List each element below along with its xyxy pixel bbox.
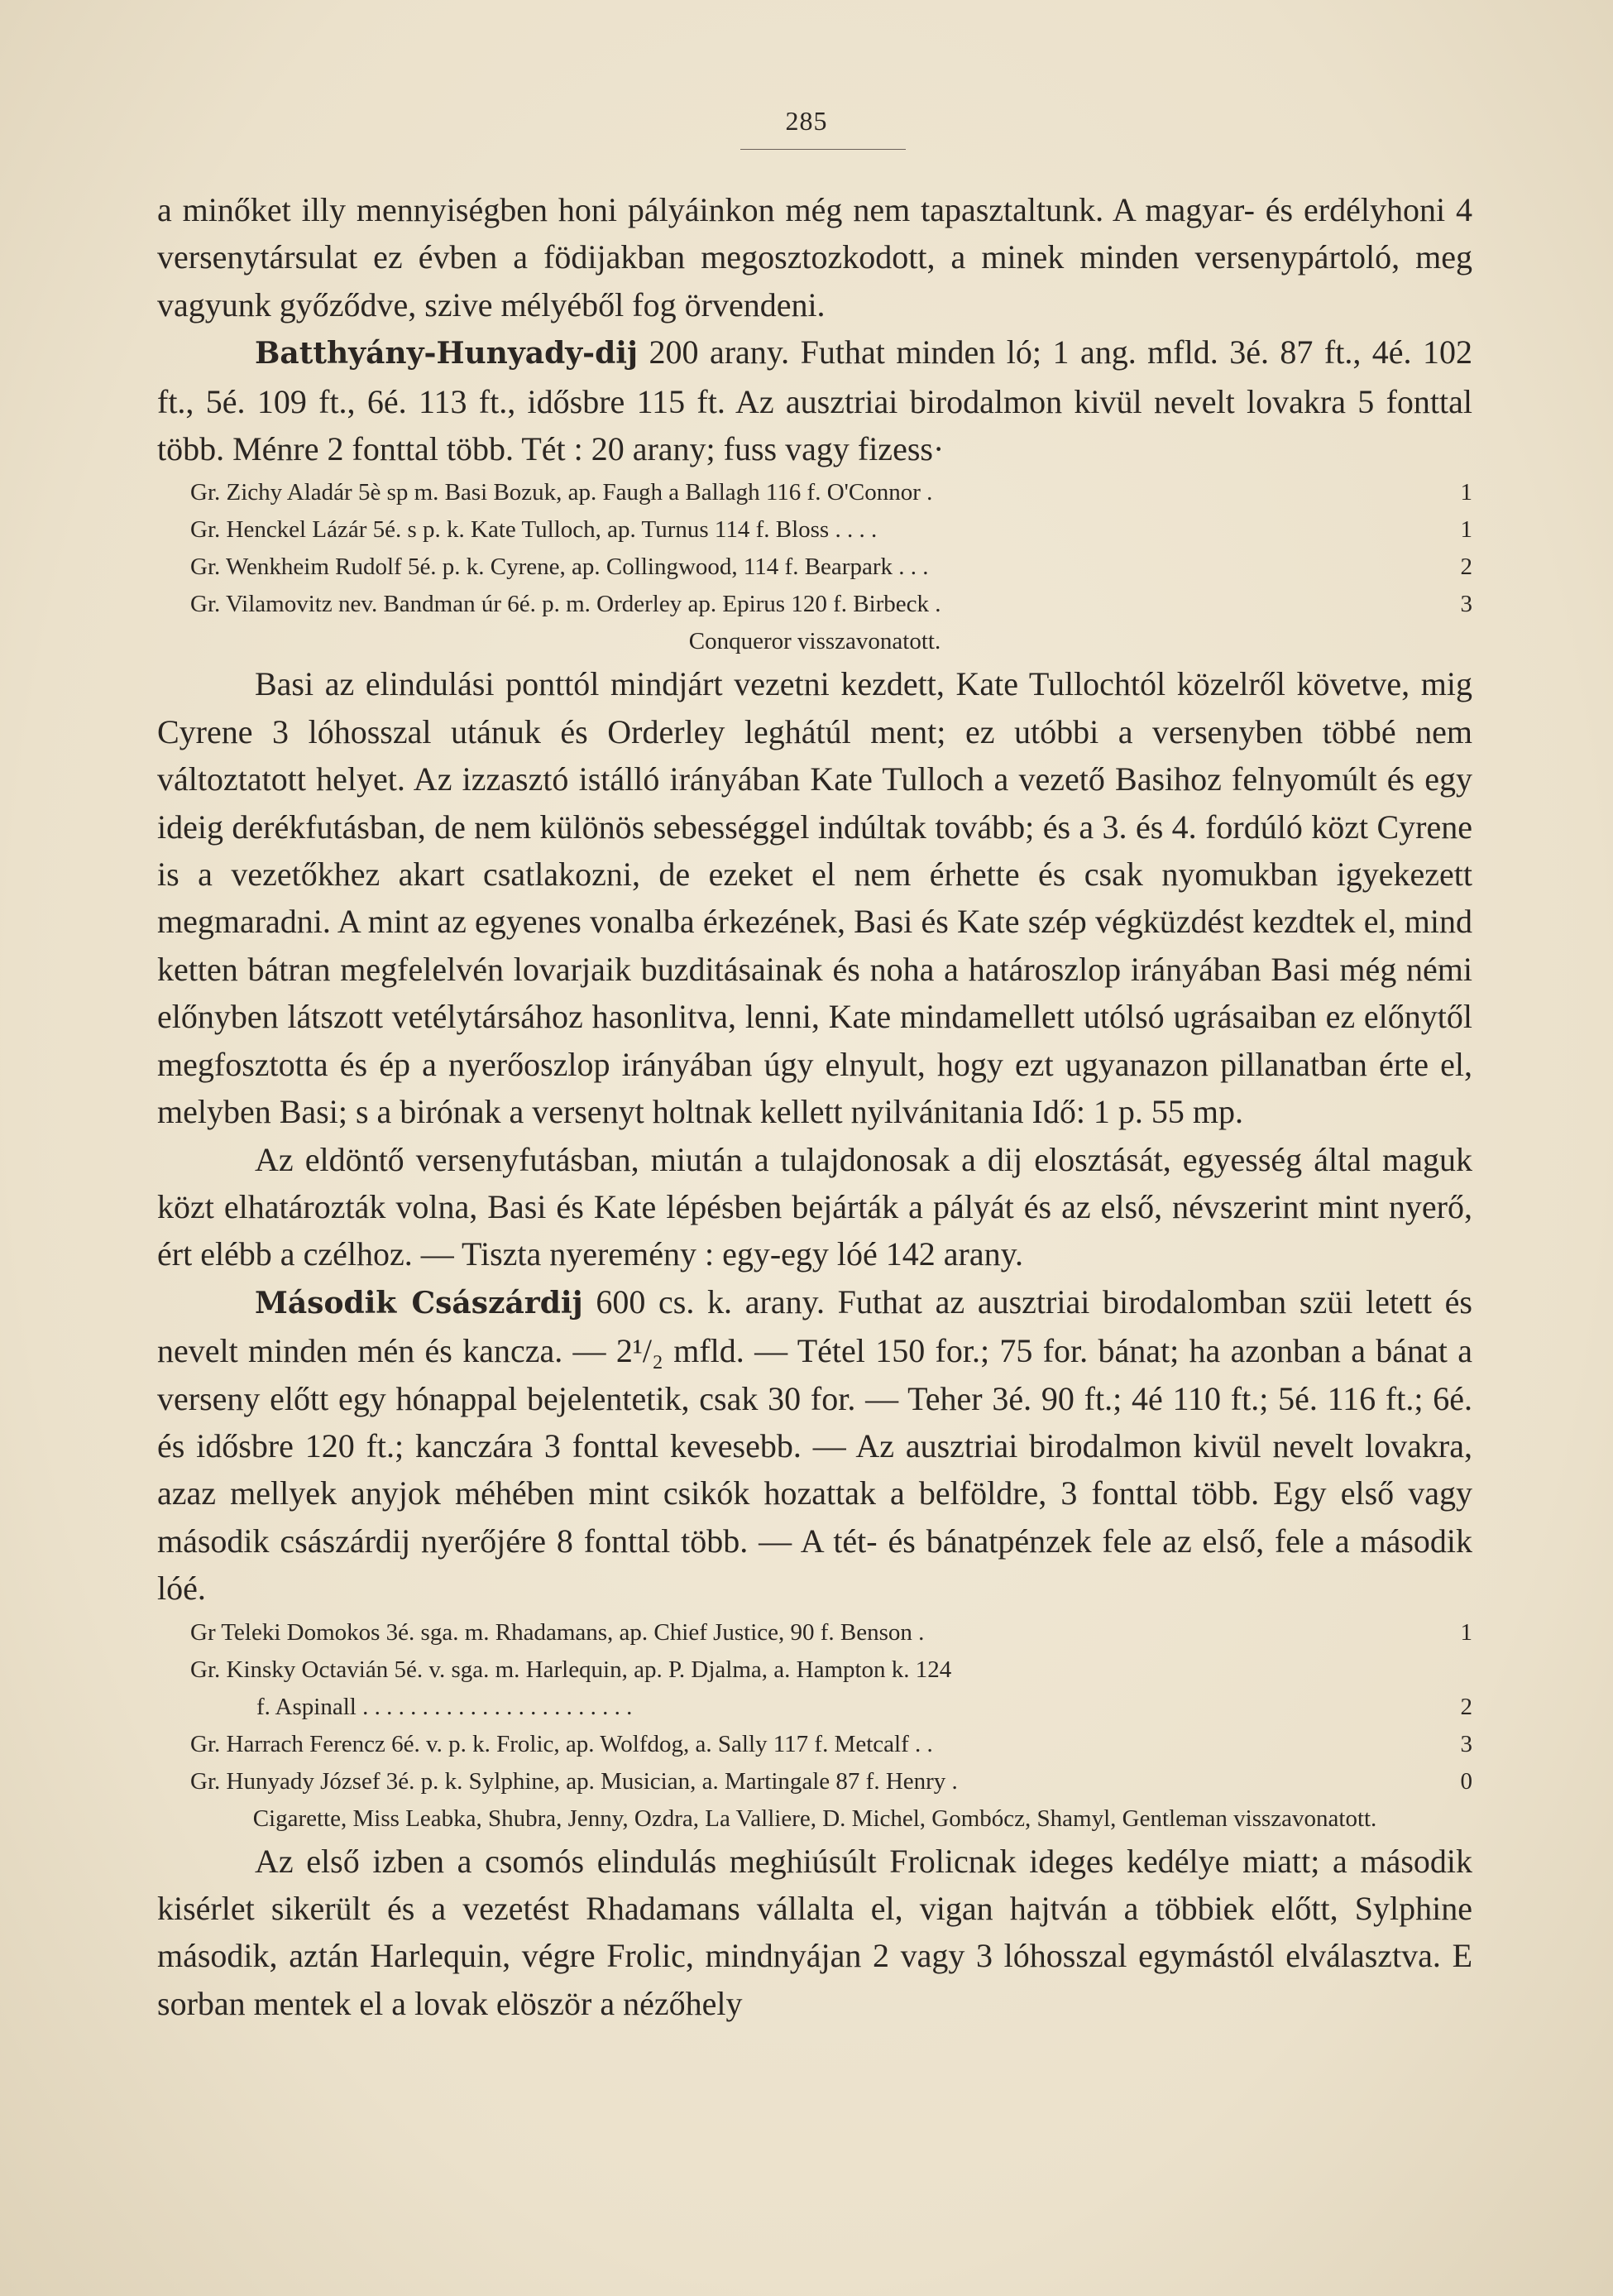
race2-entry-4: Gr. Hunyady József 3é. p. k. Sylphine, ap. Musician, a. Martingale 87 f. Henry . 0 [190,1767,1472,1795]
race2-entry-3: Gr. Harrach Ferencz 6é. v. p. k. Frolic, ap. Wolfdog, a. Sally 117 f. Metcalf . . 3 [190,1730,1472,1757]
race1-entry-3: Gr. Wenkheim Rudolf 5é. p. k. Cyrene, ap. Collingwood, 114 f. Bearpark . . . 2 [190,554,1472,581]
race2-heading [157,1278,1472,1613]
paragraph-race1-report: Basi az elindulási ponttól mindjárt vezetni kezdett, Kate Tullochtól közelről követve, mig Cyrene 3 lóhosszal utánuk és Orderley leghátúl ment; ez utóbbi a versenyben többé nem változtatott helyet. Az izzasztó istálló irányában Kate Tulloch a vezető Basihoz felnyomúlt és egy ideig derékfutásban, de nem különös sebességgel indúltak tovább; és a 3. és 4. fordúló közt Cyrene is a vezetőkhez akart csatlakozni, de ezeket el nem érhette és csak nyomukban igyekezett megmaradni. A mint az egyenes vonalba érkezének, Basi és Kate szép végküzdést kezdtek el, mind ketten bátran megfelelvén lovarjaik buzditásainak és noha a határoszlop irányában Basi még némi előnyben látszott vetélytársához hasonlitva, lenni, Kate mindamellett utólsó ugrásaiban ez előnytől megfosztotta és ép a nyerőoszlop irányában úgy elnyult, hogy ezt ugyanazon pillanatban érte el, melyben Basi; s a birónak a versenyt holtnak kellett nyilvánitania Idő: 1 p. 55 mp. [157,665,1472,1131]
race1-scratched: Conqueror visszavonatott. [688,628,941,655]
race2-entry-2: Gr. Kinsky Octavián 5é. v. sga. m. Harlequin, ap. P. Djalma, a. Hampton k. 124 [190,1656,952,1683]
paragraph-intro: a minőket illy mennyiségben honi pályáinkon még nem tapasztaltunk. A magyar- és erdélyhoni 4 versenytársulat ez évben a födijakban megosztozkodott, a minek minden versenypártoló, meg vagyunk győződve, szive mélyéből fog örvendeni. [157,191,1472,324]
race2-title: Második Császárdij [255,1285,583,1321]
paragraph-race2-report: Az első izben a csomós elindulás meghiúsúlt Frolicnak ideges kedélye miatt; a második kisérlet sikerült és a vezetést Rhadamans vállalta el, vigan hajtván a többiek előtt, Sylphine második, aztán Harlequin, végre Frolic, mindnyájan 2 vagy 3 lóhosszal egymástól elválasztva. E sorban mentek el a lovak elöször a nézőhely [157,1842,1472,2022]
race2-entry-1: Gr Teleki Domokos 3é. sga. m. Rhadamans, ap. Chief Justice, 90 f. Benson . 1 [190,1618,1472,1646]
race1-entry-1: Gr. Zichy Aladár 5è sp m. Basi Bozuk, ap. Faugh a Ballagh 116 f. O'Connor . 1 [190,479,1472,506]
race2-entry-2-continued: f. Aspinall . . . . . . . . . . . . . . . . . . . . . . . 2 [256,1693,1472,1720]
race2-scratched: Cigarette, Miss Leabka, Shubra, Jenny, Ozdra, La Valliere, D. Michel, Gombócz, Shamyl, Gentleman visszavonatott. [252,1805,1377,1832]
paragraph-race1-runoff: Az eldöntő versenyfutásban, miután a tulajdonosak a dij elosztását, egyesség által maguk közt elhatározták volna, Basi és Kate lépésben bejárták a pályát és az első, névszerint mint nyerő, ért elébb a czélhoz. — Tiszta nyeremény : egy-egy lóé 142 arany. [157,1140,1472,1273]
race1-entry-2: Gr. Henckel Lázár 5é. s p. k. Kate Tulloch, ap. Turnus 114 f. Bloss . . . . 1 [190,516,1472,544]
header-rule [740,149,906,150]
page-number: 285 [785,106,828,136]
race1-heading [157,328,1472,472]
page-body [157,186,1472,2027]
race1-description: 200 arany. Futhat minden ló; 1 ang. mfld. 3é. 87 ft., 4é. 102 ft., 5é. 109 ft., 6é. 113 ft., idősbre 115 ft. Az ausztriai birodalmon kivül nevelt lovakra 5 fonttal több. Ménre 2 fonttal több. Tét : 20 arany; fuss vagy fizess· [157,333,1473,468]
race2-description: 600 cs. k. arany. Futhat az ausztriai birodalomban szüi letett és nevelt minden mén és kancza. — 2¹/₂ mfld. — Tétel 150 for.; 75 for. bánat; ha azonban a bánat a verseny előtt egy hónappal bejelentetik, csak 30 for. — Teher 3é. 90 ft.; 4é 110 ft.; 5é. 116 ft.; 6é. és idősbre 120 ft.; kanczára 3 fonttal kevesebb. — Az ausztriai birodalmon kivül nevelt lovakra, azaz mellyek anyjok méhében mint csikók hozattak a belföldre, 3 fonttal több. Egy első vagy második császárdij nyerőjére 8 fonttal több. — A tét- és bánatpénzek fele az első, fele a második lóé. [157,1282,1472,1608]
race1-entry-4: Gr. Vilamovitz nev. Bandman úr 6é. p. m. Orderley ap. Epirus 120 f. Birbeck . 3 [190,591,1472,618]
race2-entries [157,1614,1472,1838]
race1-entries [157,474,1472,660]
race1-title: Batthyány-Hunyady-dij [255,336,638,371]
